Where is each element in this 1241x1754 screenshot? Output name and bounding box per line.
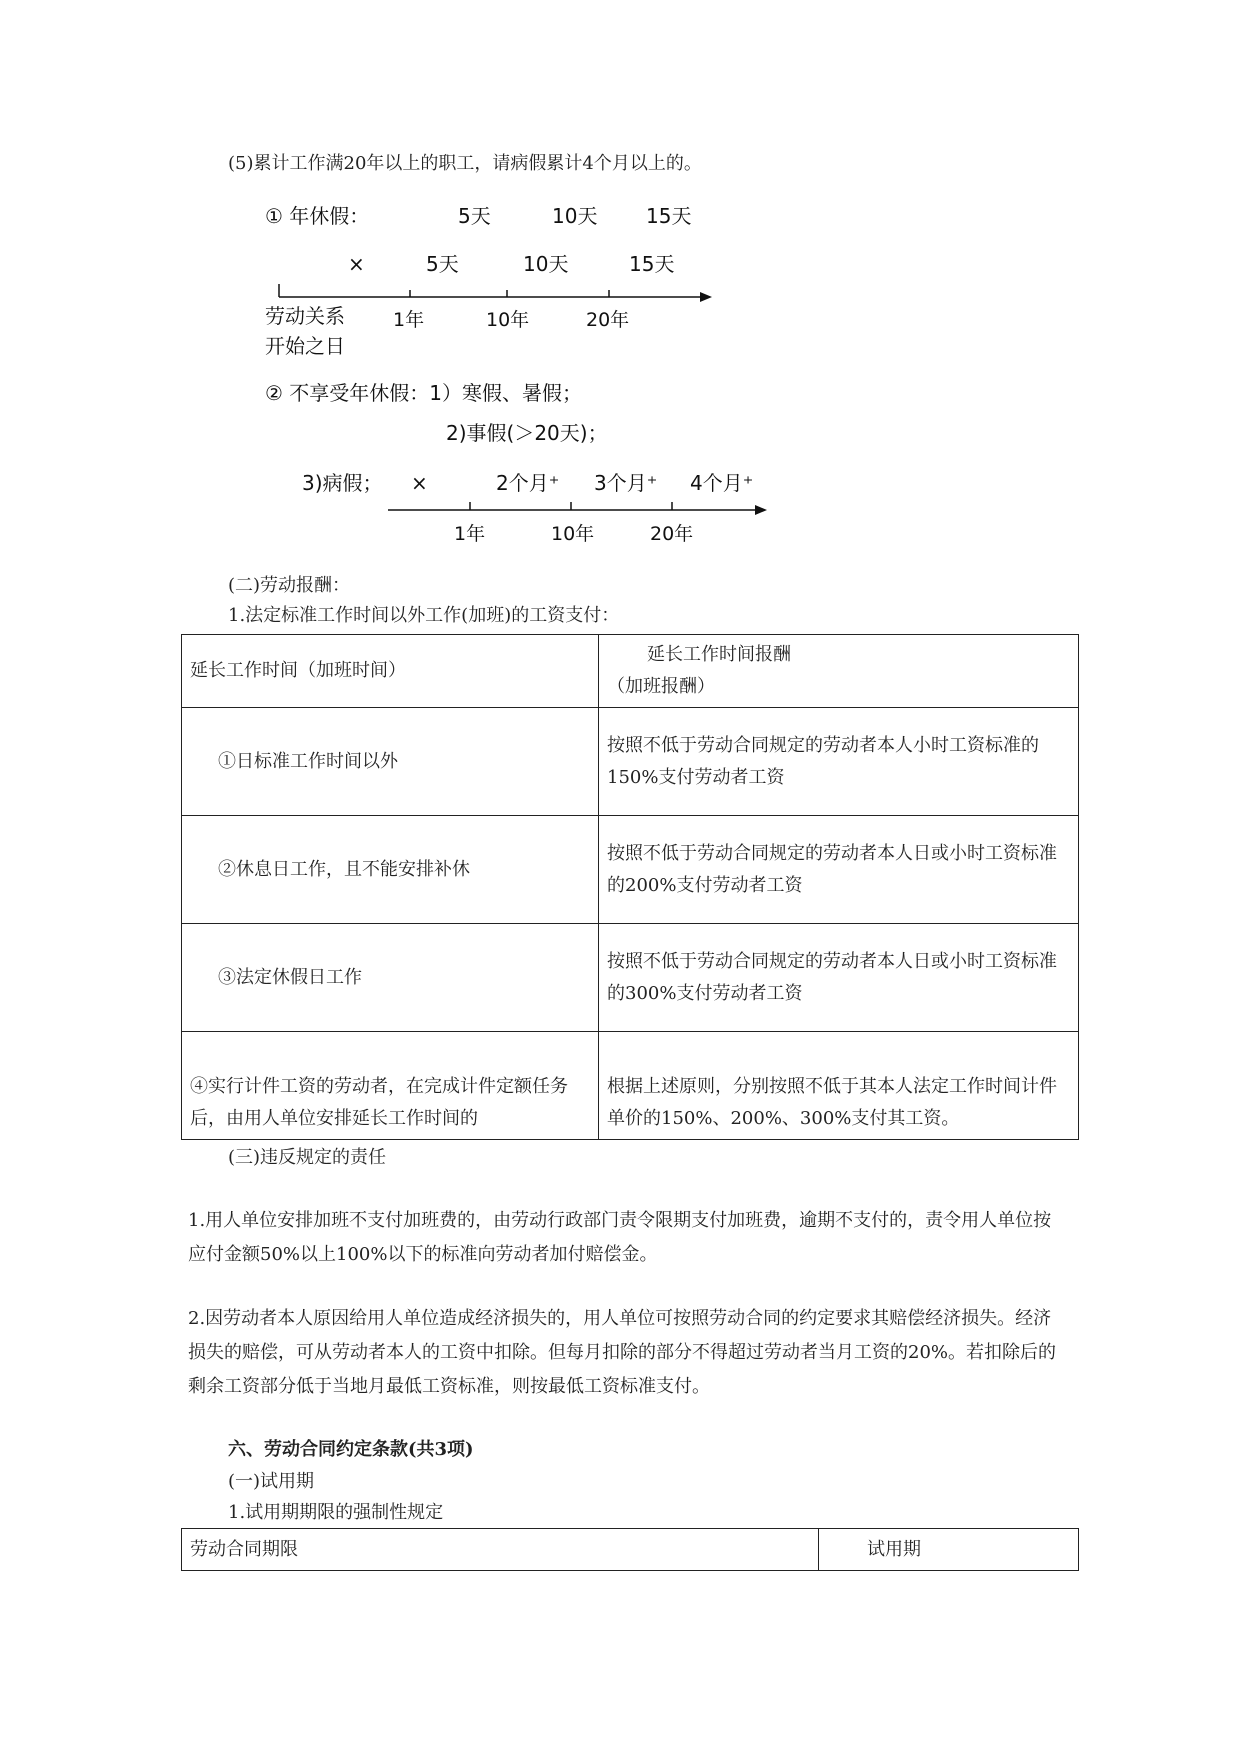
line2-value-3: 4个月⁺ (690, 471, 754, 495)
table-row (182, 1032, 1079, 1140)
section3-title: (三)违反规定的责任 (228, 1147, 387, 1168)
line2-value-1: 2个月⁺ (496, 471, 560, 495)
sub1-item1: 1.试用期期限的强制性规定 (228, 1502, 444, 1523)
section2-title: (二)劳动报酬： (228, 575, 351, 596)
line-value-3: 15天 (629, 252, 675, 276)
table-header-row (182, 1529, 1079, 1571)
sub1-title: (一)试用期 (228, 1471, 315, 1492)
intro-line: (5)累计工作满20年以上的职工，请病假累计4个月以上的。 (228, 153, 702, 174)
header-col2 (599, 635, 1079, 708)
no-leave-item-3: 3)病假； (302, 471, 383, 495)
axis1-tick-label-2: 10年 (486, 309, 530, 331)
section2-item1: 1.法定标准工作时间以外工作(加班)的工资支付： (228, 605, 620, 626)
top-value-3: 15天 (646, 204, 692, 228)
line2-value-x: × (411, 471, 428, 495)
row3-condition: ③法定休假日工作 (182, 924, 599, 1032)
leave-diagram (0, 0, 1241, 560)
line-value-1: 5天 (426, 252, 459, 276)
overtime-table (181, 634, 1079, 1140)
row4-condition: ④实行计件工资的劳动者，在完成计件定额任务后，由用人单位安排延长工作时间的 (182, 1032, 599, 1140)
line-value-x: × (348, 252, 365, 276)
line2-value-2: 3个月⁺ (594, 471, 658, 495)
axis2-tick-label-2: 10年 (551, 523, 595, 545)
top-value-1: 5天 (458, 204, 491, 228)
header-col1: 延长工作时间（加班时间） (182, 635, 599, 708)
probation-table (181, 1528, 1079, 1571)
table-header-row (182, 635, 1079, 708)
no-leave-title: ② 不享受年休假：1）寒假、暑假； (265, 381, 583, 405)
table-row (182, 924, 1079, 1032)
table-row (182, 708, 1079, 816)
probation-col2: 试用期 (819, 1529, 1079, 1571)
axis1-arrow (700, 292, 712, 302)
paragraph-1: 1.用人单位安排加班不支付加班费的，由劳动行政部门责令限期支付加班费，逾期不支付的，责令用人单位按应付金额50%以上100%以下的标准向劳动者加付赔偿金。 (188, 1210, 1052, 1265)
axis1-tick-label-1: 1年 (393, 309, 425, 331)
annual-leave-label: ① 年休假： (265, 204, 370, 228)
line-value-2: 10天 (523, 252, 569, 276)
row2-pay: 按照不低于劳动合同规定的劳动者本人日或小时工资标准的200%支付劳动者工资 (599, 816, 1079, 924)
row1-pay: 按照不低于劳动合同规定的劳动者本人小时工资标准的150%支付劳动者工资 (599, 708, 1079, 816)
header-col2-line1: 延长工作时间报酬 (647, 644, 791, 665)
paragraph-2: 2.因劳动者本人原因给用人单位造成经济损失的，用人单位可按照劳动合同的约定要求其赔偿经济损失。经济损失的赔偿，可从劳动者本人的工资中扣除。但每月扣除的部分不得超过劳动者当月工资的20%。若扣除后的剩余工资部分低于当地月最低工资标准，则按最低工资标准支付。 (188, 1308, 1057, 1397)
probation-col1: 劳动合同期限 (182, 1529, 819, 1571)
table-row (182, 816, 1079, 924)
top-value-2: 10天 (552, 204, 598, 228)
axis2-tick-label-3: 20年 (650, 523, 694, 545)
axis2-tick-label-1: 1年 (454, 523, 486, 545)
axis2-arrow (755, 505, 767, 515)
section6-title: 六、劳动合同约定条款(共3项) (228, 1439, 474, 1460)
row4-pay: 根据上述原则，分别按照不低于其本人法定工作时间计件单价的150%、200%、300%支付其工资。 (599, 1032, 1079, 1140)
origin-label-2: 开始之日 (265, 334, 345, 358)
row2-condition: ②休息日工作，且不能安排补休 (182, 816, 599, 924)
row3-pay: 按照不低于劳动合同规定的劳动者本人日或小时工资标准的300%支付劳动者工资 (599, 924, 1079, 1032)
header-col2-line2: （加班报酬） (607, 676, 715, 697)
axis1-tick-label-3: 20年 (586, 309, 630, 331)
row1-condition: ①日标准工作时间以外 (182, 708, 599, 816)
origin-label-1: 劳动关系 (265, 304, 345, 328)
no-leave-item-2: 2)事假(＞20天)； (446, 421, 608, 445)
